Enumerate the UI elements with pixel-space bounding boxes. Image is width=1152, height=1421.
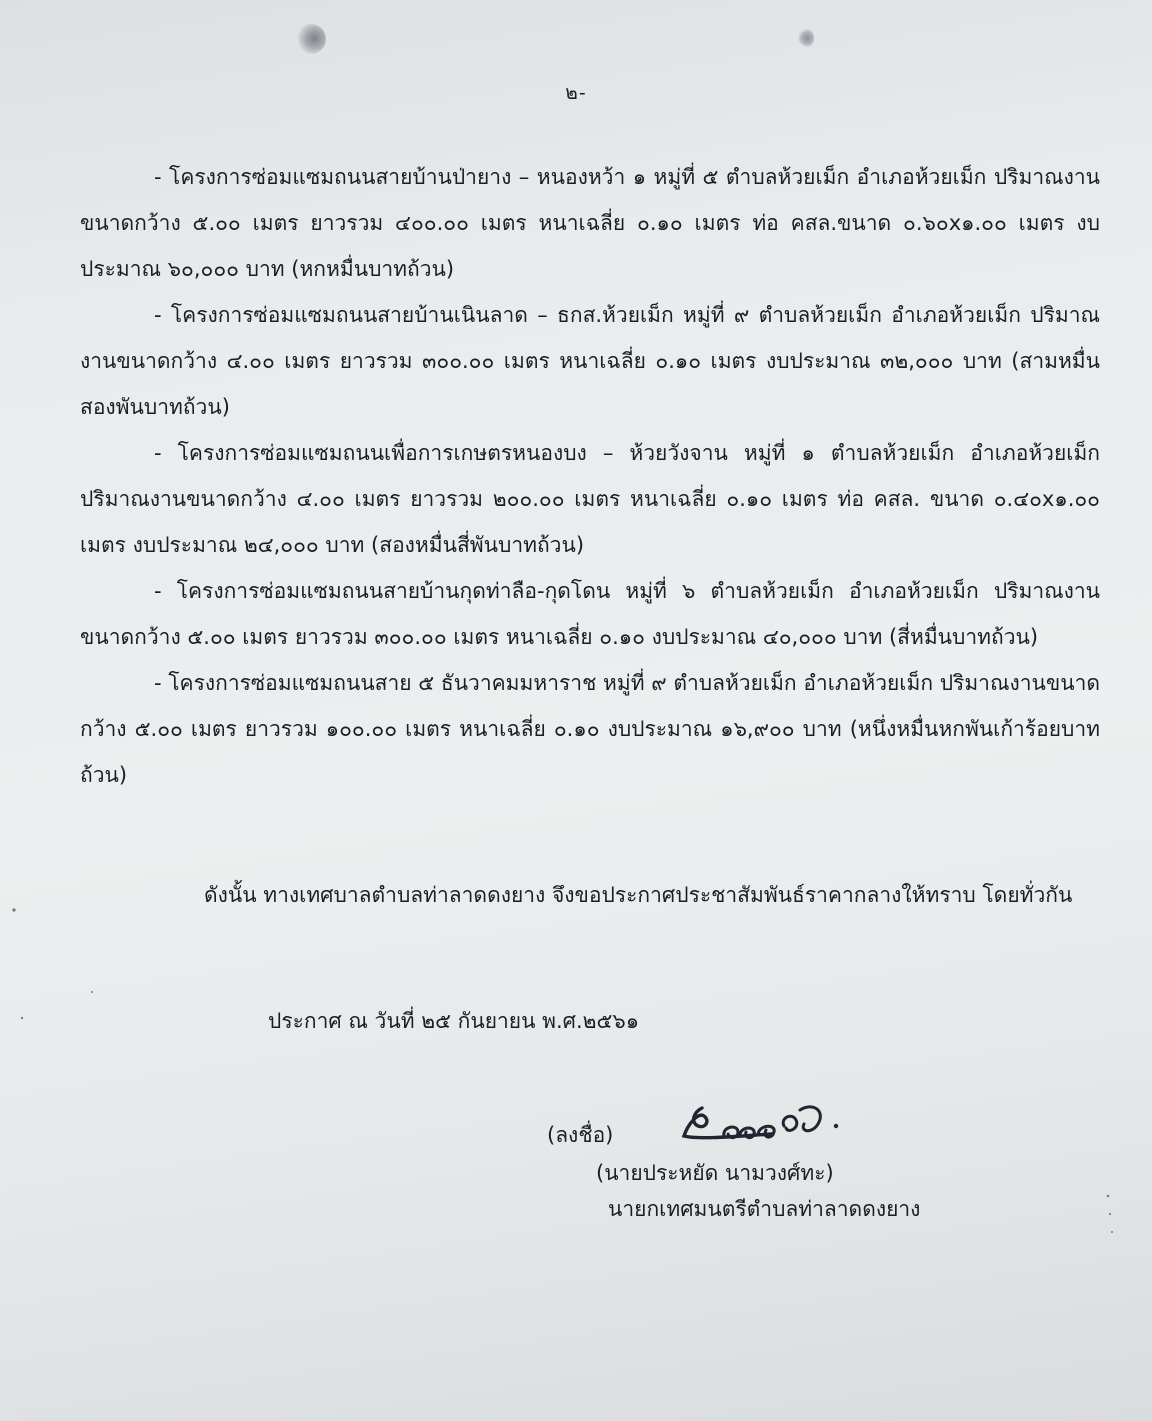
page-number: ๒- — [565, 82, 587, 104]
project-item: - โครงการซ่อมแซมถนนสายบ้านป่ายาง – หนองหว้า ๑ หมู่ที่ ๕ ตำบลห้วยเม็ก อำเภอห้วยเม็ก ปริมาณงานขนาดกว้าง ๕.๐๐ เมตร ยาวรวม ๔๐๐.๐๐ เมตร หนาเฉลี่ย ๐.๑๐ เมตร ท่อ คสล.ขนาด ๐.๖๐x๑.๐๐ เมตร งบประมาณ ๖๐,๐๐๐ บาท (หกหมื่นบาทถ้วน) — [80, 165, 1100, 281]
project-item: - โครงการซ่อมแซมถนนสายบ้านกุดท่าลือ-กุดโดน หมู่ที่ ๖ ตำบลห้วยเม็ก อำเภอห้วยเม็ก ปริมาณงานขนาดกว้าง ๕.๐๐ เมตร ยาวรวม ๓๐๐.๐๐ เมตร หนาเฉลี่ย ๐.๑๐ งบประมาณ ๔๐,๐๐๐ บาท (สี่หมื่นบาทถ้วน) — [80, 579, 1100, 649]
announcement-date: ประกาศ ณ วันที่ ๒๕ กันยายน พ.ศ.๒๕๖๑ — [268, 1009, 640, 1033]
handwritten-signature — [680, 1096, 858, 1154]
project-item: - โครงการซ่อมแซมถนนสาย ๕ ธันวาคมมหาราช หมู่ที่ ๙ ตำบลห้วยเม็ก อำเภอห้วยเม็ก ปริมาณงานขนาดกว้าง ๕.๐๐ เมตร ยาวรวม ๑๐๐.๐๐ เมตร หนาเฉลี่ย ๐.๑๐ งบประมาณ ๑๖,๙๐๐ บาท (หนึ่งหมื่นหกพันเก้าร้อยบาทถ้วน) — [80, 671, 1100, 787]
project-item: - โครงการซ่อมแซมถนนเพื่อการเกษตรหนองบง – ห้วยวังจาน หมู่ที่ ๑ ตำบลห้วยเม็ก อำเภอห้วยเม็ก ปริมาณงานขนาดกว้าง ๔.๐๐ เมตร ยาวรวม ๒๐๐.๐๐ เมตร หนาเฉลี่ย ๐.๑๐ เมตร ท่อ คสล. ขนาด ๐.๔๐x๑.๐๐ เมตร งบประมาณ ๒๔,๐๐๐ บาท (สองหมื่นสี่พันบาทถ้วน) — [80, 441, 1100, 557]
sign-label: (ลงชื่อ) — [547, 1123, 614, 1147]
project-list — [80, 154, 1100, 798]
signer-name: (นายประหยัด นามวงศ์ทะ) — [596, 1161, 834, 1185]
signer-position: นายกเทศมนตรีตำบลท่าลาดดงยาง — [608, 1197, 921, 1221]
conclusion-statement: ดังนั้น ทางเทศบาลตำบลท่าลาดดงยาง จึงขอประกาศประชาสัมพันธ์ราคากลางให้ทราบ โดยทั่วกัน — [204, 883, 1073, 907]
project-item: - โครงการซ่อมแซมถนนสายบ้านเนินลาด – ธกส.ห้วยเม็ก หมู่ที่ ๙ ตำบลห้วยเม็ก อำเภอห้วยเม็ก ปริมาณงานขนาดกว้าง ๔.๐๐ เมตร ยาวรวม ๓๐๐.๐๐ เมตร หนาเฉลี่ย ๐.๑๐ เมตร งบประมาณ ๓๒,๐๐๐ บาท (สามหมื่นสองพันบาทถ้วน) — [80, 303, 1100, 419]
